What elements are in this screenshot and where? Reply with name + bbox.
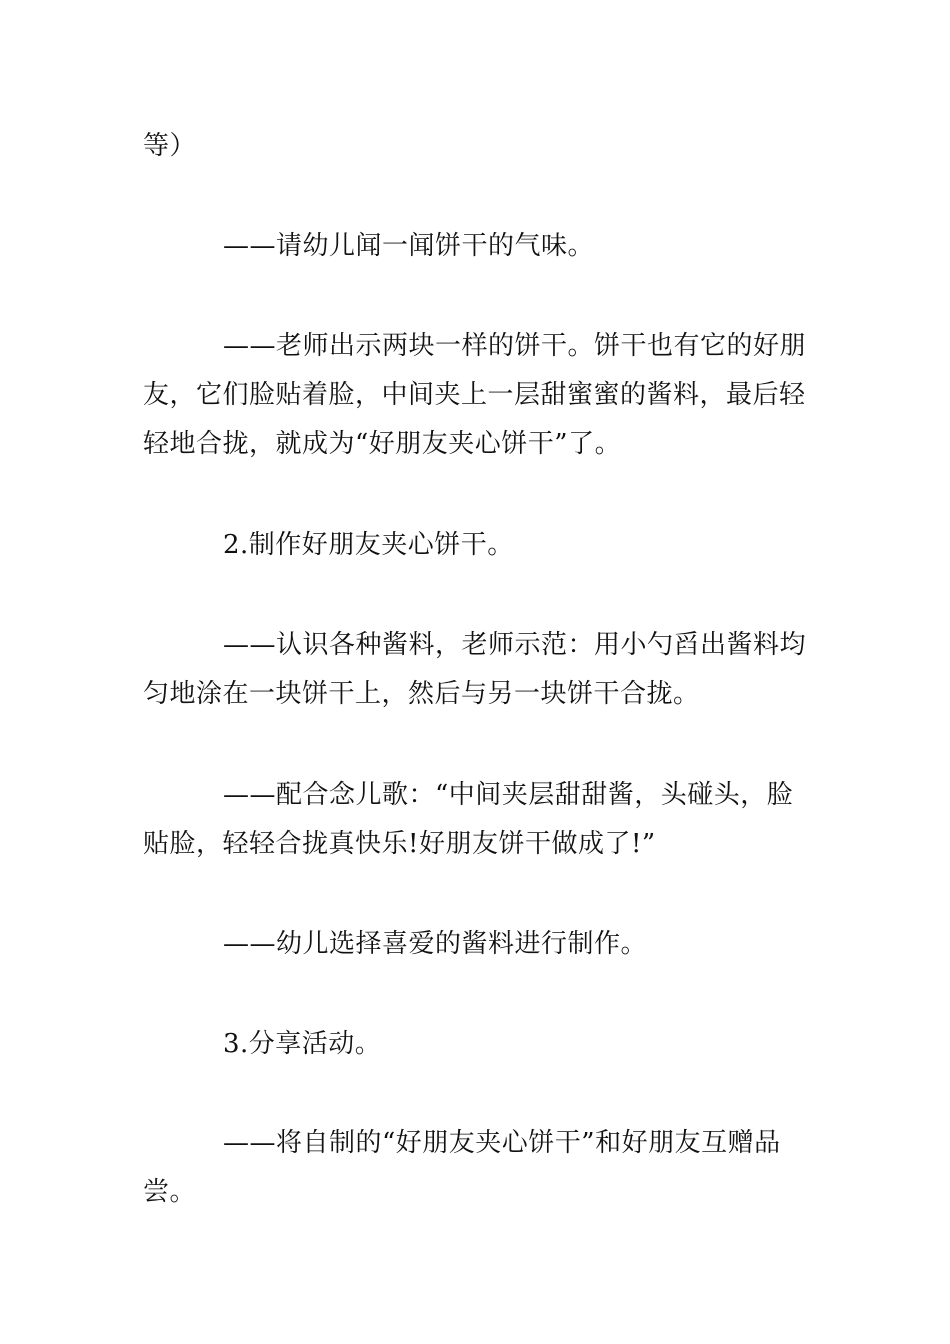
- paragraph-show-biscuits: [143, 322, 807, 469]
- text-line: ——将自制的“好朋友夹心饼干”和好朋友互赠品: [223, 1128, 781, 1158]
- paragraph-smell-biscuit: [143, 222, 807, 271]
- section-heading-share: [143, 1020, 807, 1069]
- paragraph-children-make: [143, 920, 807, 969]
- section-heading-make-biscuits: [143, 521, 807, 570]
- text-line: ——老师出示两块一样的饼干。饼干也有它的好朋: [223, 331, 807, 361]
- text-line: 友，它们脸贴着脸，中间夹上一层甜蜜蜜的酱料，最后轻: [143, 380, 806, 410]
- paragraph-teacher-demo: [143, 621, 807, 719]
- text-line: ——请幼儿闻一闻饼干的气味。: [223, 231, 595, 261]
- paragraph-exchange-gifts: [143, 1119, 807, 1217]
- paragraph-continuation: [143, 122, 807, 171]
- text-line: 匀地涂在一块饼干上，然后与另一块饼干合拢。: [143, 679, 700, 709]
- text-line: 3.分享活动。: [223, 1029, 382, 1059]
- text-line: ——认识各种酱料，老师示范：用小勺舀出酱料均: [223, 630, 807, 660]
- text-line: 轻地合拢，就成为“好朋友夹心饼干”了。: [143, 429, 622, 459]
- text-line: 尝。: [143, 1177, 197, 1207]
- text-line: 2.制作好朋友夹心饼干。: [223, 530, 514, 560]
- text-line: ——配合念儿歌：“中间夹层甜甜酱，头碰头，脸: [223, 780, 794, 810]
- text-line: 贴脸，轻轻合拢真快乐!好朋友饼干做成了!”: [143, 829, 656, 859]
- paragraph-nursery-rhyme: [143, 771, 807, 869]
- text-line: ——幼儿选择喜爱的酱料进行制作。: [223, 929, 648, 959]
- text-line: 等）: [143, 131, 197, 161]
